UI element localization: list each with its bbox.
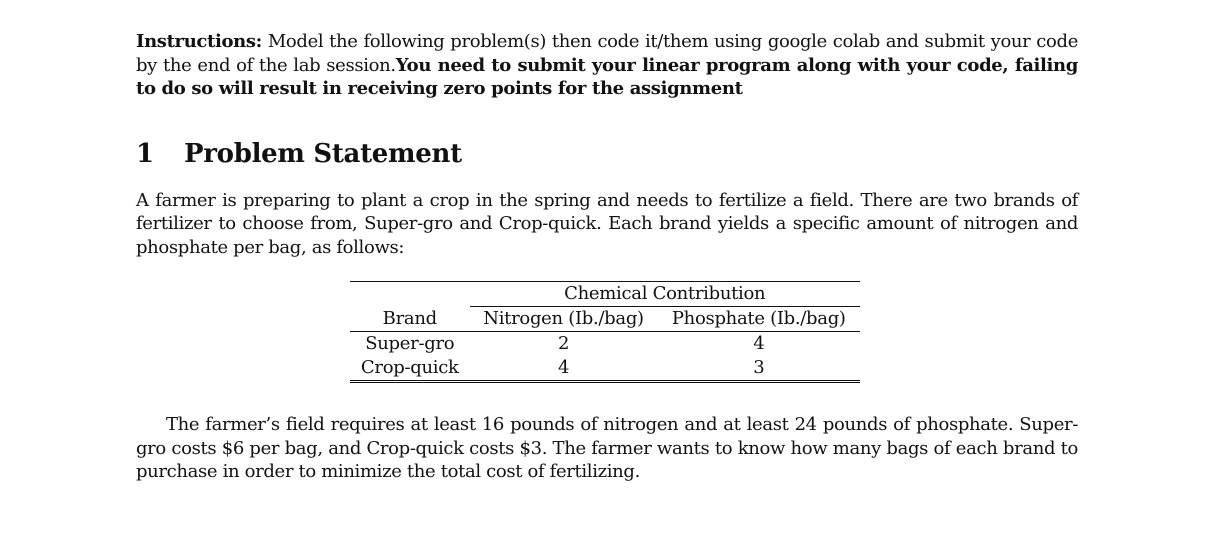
problem-details: The farmer’s field requires at least 16 pounds of nitrogen and at least 24 pounds of phosphate. Super-gro costs $6 per bag, and Crop-quick costs $3. The farmer wants to know how many bags of each brand to purchase in order to minimize the total cost of fertilizing. xyxy=(136,414,1078,482)
table-cell-brand: Crop-quick xyxy=(360,357,459,378)
instructions-paragraph xyxy=(136,30,1078,101)
table-cell-brand: Super-gro xyxy=(365,333,455,354)
table-cell-phosphate: 3 xyxy=(753,357,765,378)
table-cell-phosphate: 4 xyxy=(753,333,765,354)
section-title: Problem Statement xyxy=(184,138,462,169)
table-header-phosphate: Phosphate (Ib./bag) xyxy=(671,308,846,329)
table-group-header-row xyxy=(350,282,860,307)
table-cell-nitrogen: 4 xyxy=(557,357,570,378)
chemical-contribution-table xyxy=(350,281,860,383)
document-page xyxy=(136,30,1078,484)
section-heading xyxy=(136,139,1078,169)
table-cell-nitrogen: 2 xyxy=(557,333,570,354)
chemical-contribution-table-wrap xyxy=(350,281,860,383)
instructions-warning: You need to submit your linear program along with your code, failing to do so will result in receiving zero points for the assignment xyxy=(136,54,1078,99)
table-header-nitrogen: Nitrogen (Ib./bag) xyxy=(483,308,644,329)
section-number: 1 xyxy=(136,138,154,169)
table-row xyxy=(350,356,860,382)
table-empty-cell xyxy=(350,282,470,307)
table-group-header: Chemical Contribution xyxy=(470,282,860,307)
instructions-label: Instructions: xyxy=(136,31,262,52)
table-header-brand: Brand xyxy=(382,307,437,329)
problem-intro: A farmer is preparing to plant a crop in the spring and needs to fertilize a field. There are two brands of fertilizer to choose from, Super-gro and Crop-quick. Each brand yields a specific amount of nitrogen and phosphate per bag, as follows: xyxy=(136,189,1078,258)
instructions-text: Model the following problem(s) then code it/them using google colab and submit your code by the end of the lab session. xyxy=(136,31,1078,76)
table-column-header-row xyxy=(350,307,860,332)
table-row xyxy=(350,332,860,357)
